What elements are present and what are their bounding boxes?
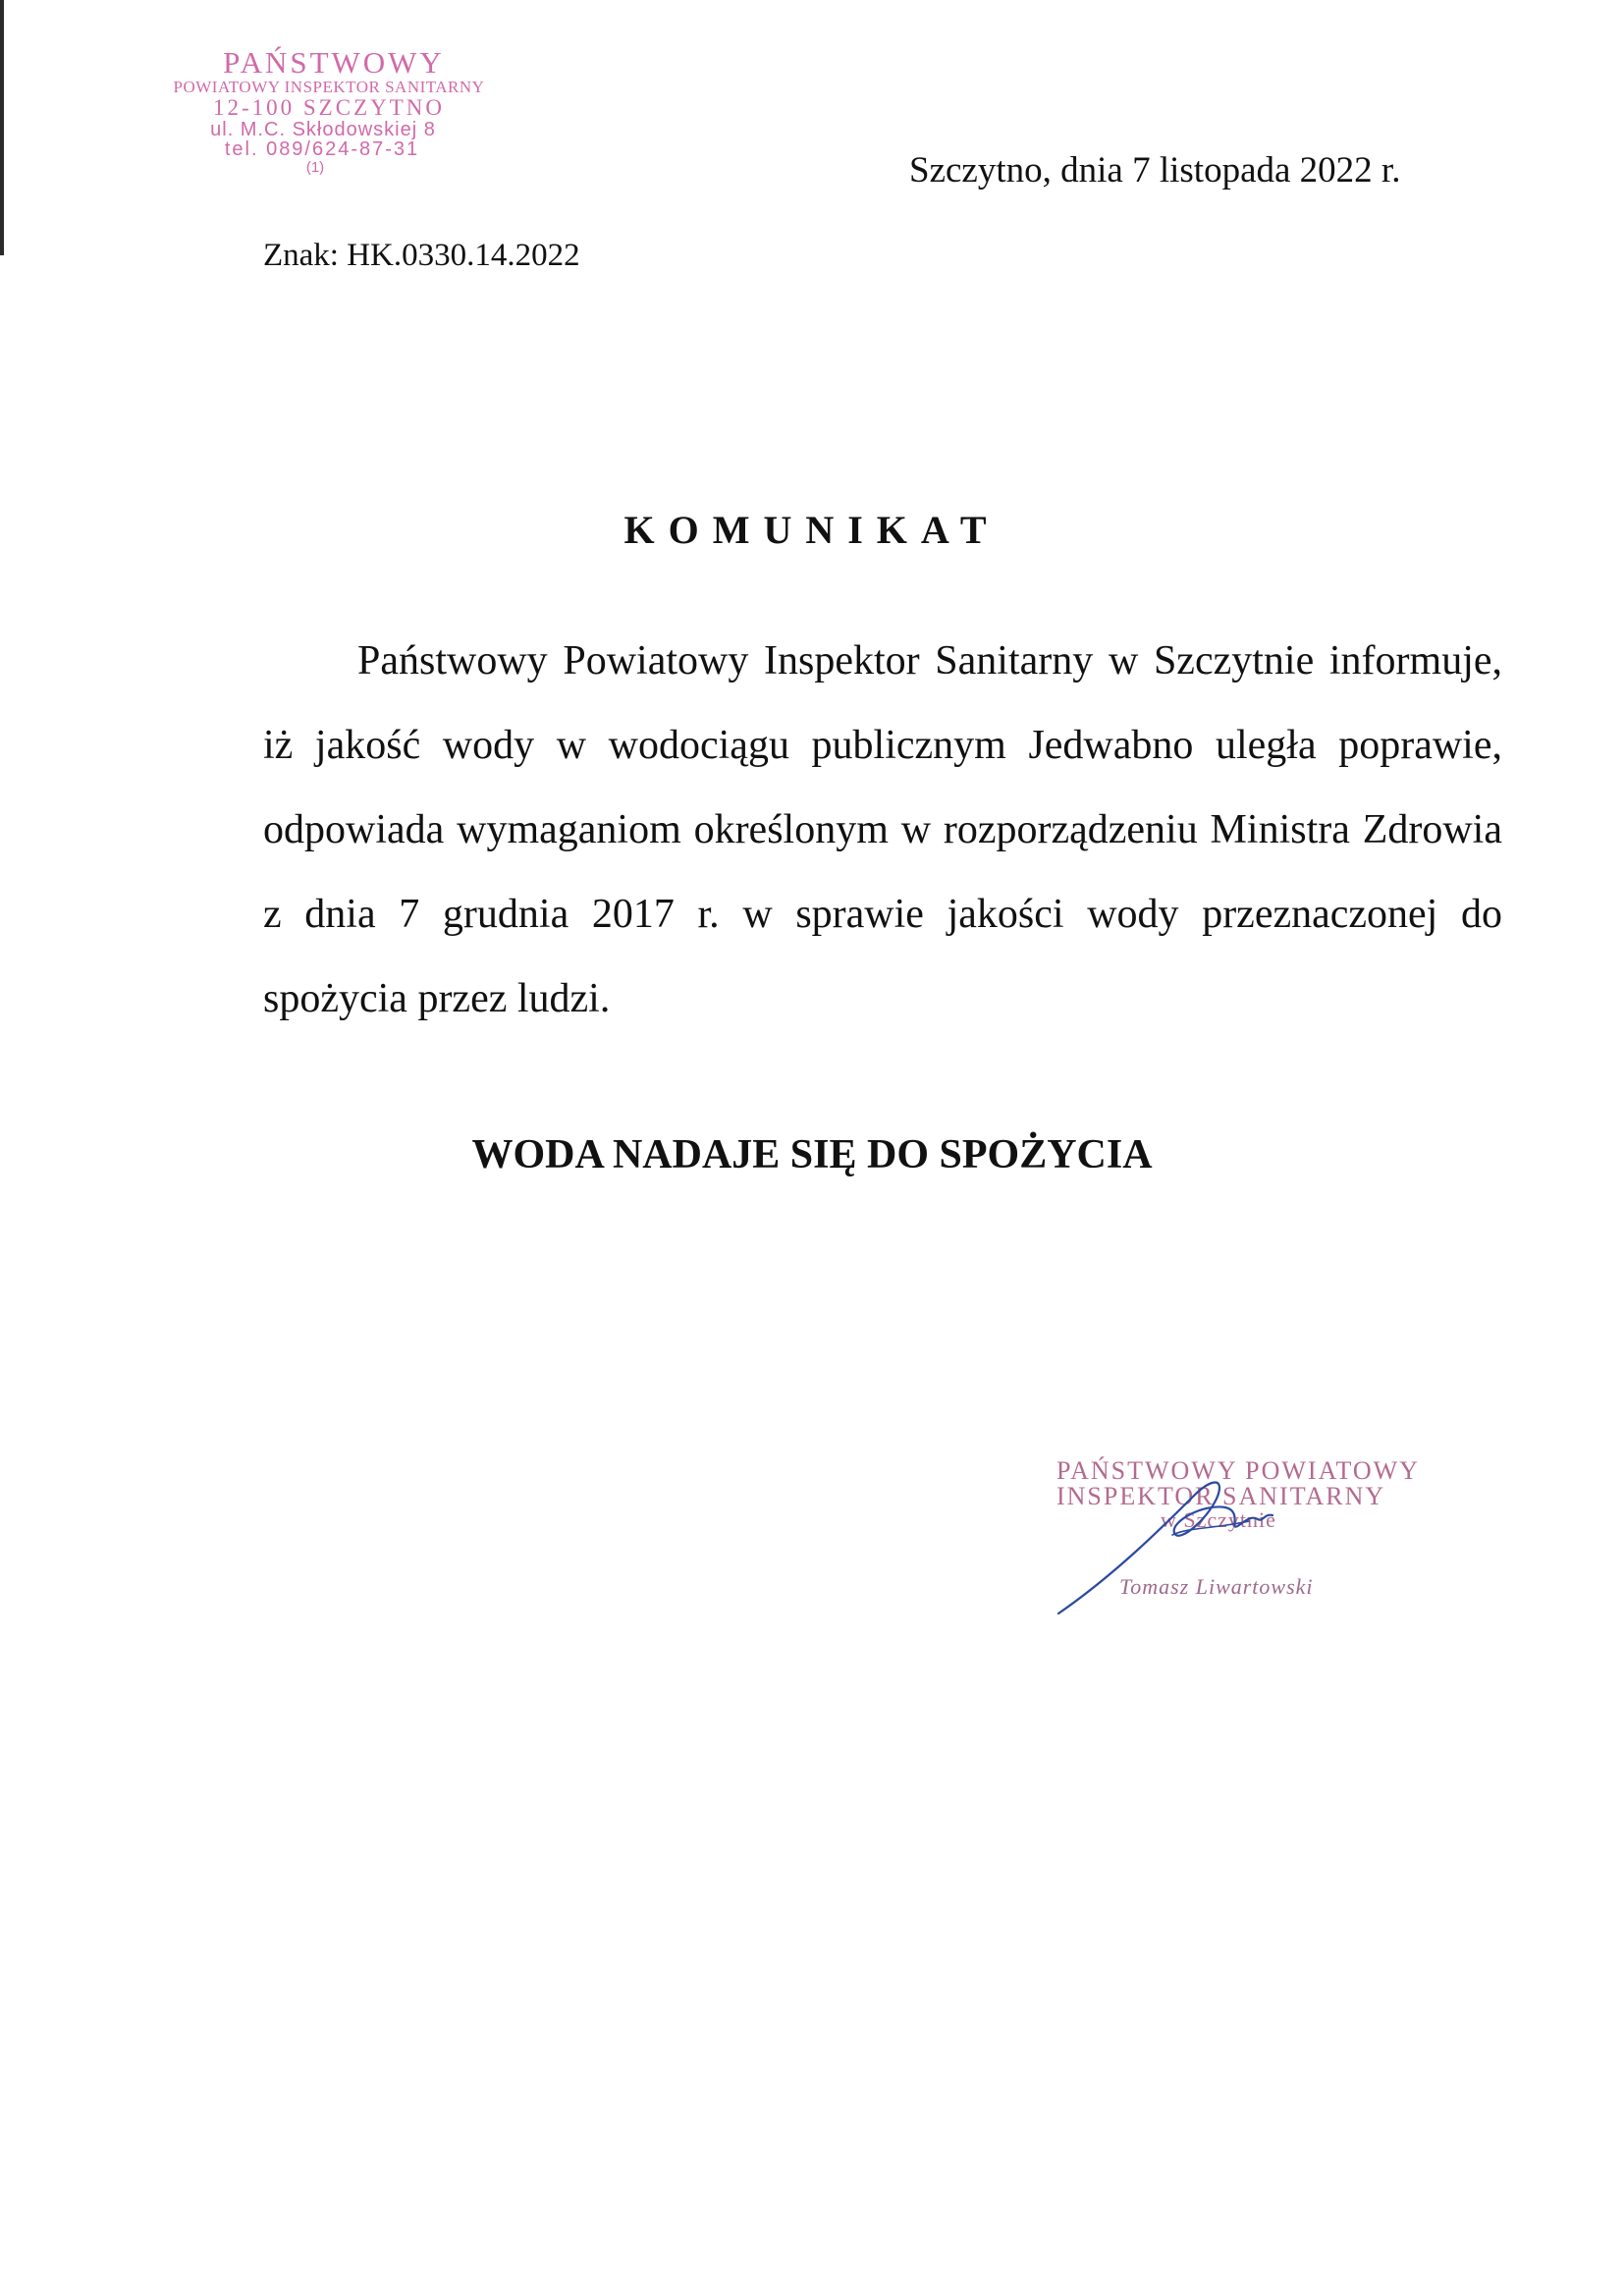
reference-number: Znak: HK.0330.14.2022 bbox=[263, 238, 580, 273]
stamp-line-1: PAŃSTWOWY bbox=[223, 45, 445, 80]
header-stamp bbox=[133, 47, 525, 175]
document-title: KOMUNIKAT bbox=[623, 508, 1001, 552]
stamp-line-6: (1) bbox=[305, 159, 325, 176]
stamp-line-3: 12-100 SZCZYTNO bbox=[212, 95, 446, 120]
place-and-date: Szczytno, dnia 7 listopada 2022 r. bbox=[909, 150, 1401, 191]
stamp-line-5: tel. 089/624-87-31 bbox=[224, 138, 420, 160]
signature-stamp bbox=[1056, 1456, 1449, 1623]
stamp-line-4: ul. M.C. Skłodowskiej 8 bbox=[210, 119, 436, 140]
signature-stamp-line-1: PAŃSTWOWY POWIATOWY bbox=[1056, 1456, 1420, 1485]
announcement-body: Państwowy Powiatowy Inspektor Sanitarny w Szczytnie informuje, iż jakość wody w wodociągu publicznym Jedwabno uległa poprawie, odpowiada wymaganiom określonym w rozporządzeniu Ministra Zdrowia z dnia 7 grudnia 2017 r. w sprawie jakości wody przeznaczonej do spożycia przez ludzi. bbox=[263, 638, 1502, 1021]
stamp-line-2: POWIATOWY INSPEKTOR SANITARNY bbox=[173, 78, 485, 96]
signature-stamp-name: Tomasz Liwartowski bbox=[1119, 1574, 1314, 1599]
signature-stamp-line-3: w Szczytnie bbox=[1161, 1507, 1276, 1532]
announcement-conclusion: WODA NADAJE SIĘ DO SPOŻYCIA bbox=[471, 1132, 1153, 1177]
scan-edge bbox=[0, 0, 4, 255]
signature-stamp-line-2: INSPEKTOR SANITARNY bbox=[1056, 1482, 1386, 1510]
handwritten-signature bbox=[1056, 1456, 1449, 1623]
